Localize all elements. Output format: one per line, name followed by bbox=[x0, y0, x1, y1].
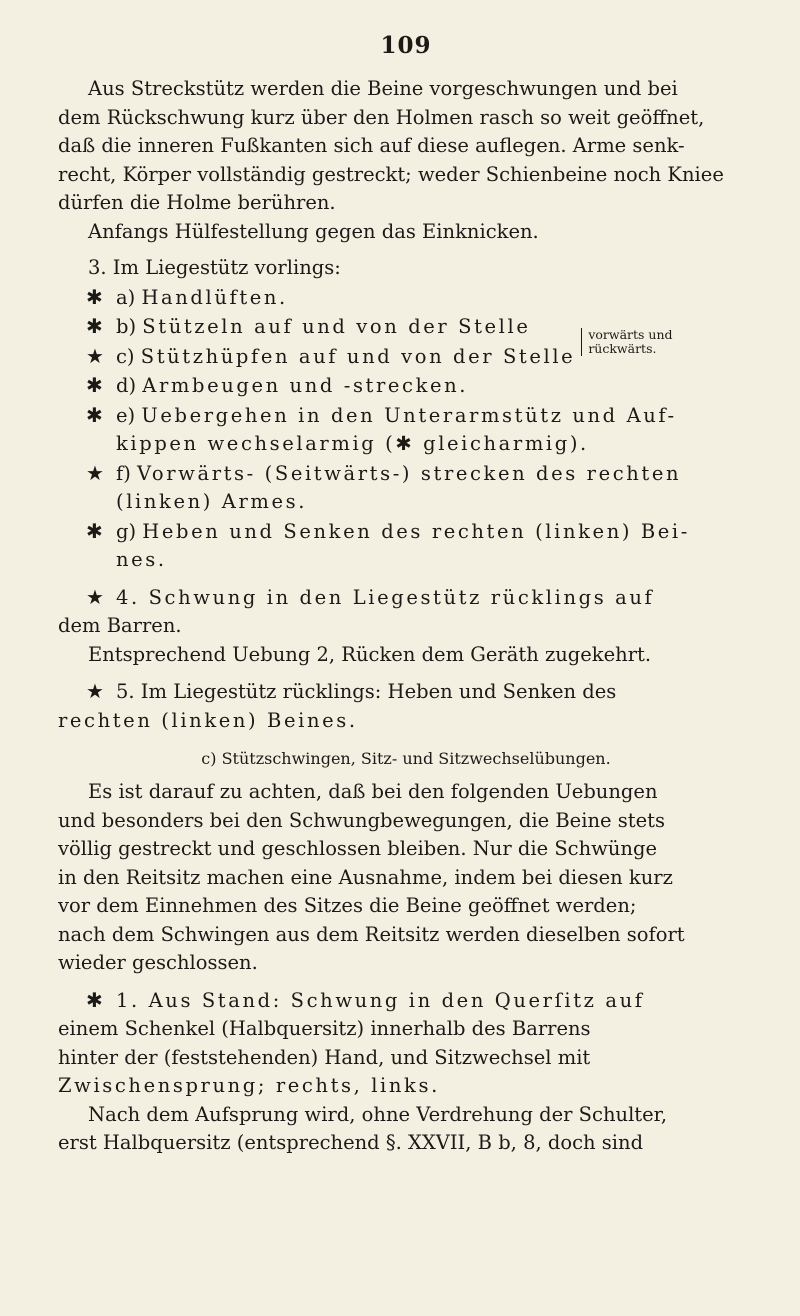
text-line: daß die inneren Fußkanten sich auf diese auflegen. Arme senk- bbox=[58, 134, 685, 157]
exercise-item-e: ✱ e) Uebergehen in den Unterarmstütz und Auf- bbox=[58, 401, 754, 431]
section-5: ★ 5. Im Liegestütz rücklings: Heben und Senken des rechten (linken) Beines. bbox=[58, 679, 617, 732]
exercise-item-b: ✱ b) Stützeln auf und von der Stelle bbox=[58, 312, 575, 342]
exercise-item-g: ✱ g) Heben und Senken des rechten (linken) Bei- bbox=[58, 517, 754, 547]
star-marker-icon: ★ bbox=[86, 343, 104, 368]
tick-marker-icon: ✱ bbox=[86, 518, 103, 543]
tick-marker-icon: ✱ bbox=[86, 314, 103, 338]
section-3-title: 3. Im Liegestütz vorlings: bbox=[88, 256, 341, 279]
text-line: dürfen die Holme berühren. bbox=[58, 191, 336, 214]
tick-marker-icon: ✱ bbox=[86, 987, 103, 1012]
exercise-items-b-c bbox=[58, 312, 754, 371]
star-marker-icon: ★ bbox=[86, 584, 104, 609]
star-marker-icon: ★ bbox=[86, 679, 104, 703]
section-4: ★ 4. Schwung in den Liegestütz rücklings auf dem Barren. Entsprechend Uebung 2, Rücken dem Geräth zugekehrt. bbox=[58, 584, 655, 666]
rules-paragraph: Es ist darauf zu achten, daß bei den folgenden Uebungen und besonders bei den Schwungbewegungen, die Beine stets völlig gestreckt und geschlossen bleiben. Nur die Schwünge in den Reitsitz machen eine Ausnahme, indem bei diesen kurz vor dem Einnehmen des Sitzes die Beine geöffnet werden; nach dem Schwingen aus dem Reitsitz werden dieselben sofort wieder geschlossen. bbox=[58, 780, 685, 974]
tick-marker-icon: ✱ bbox=[86, 373, 103, 397]
text-line: recht, Körper vollständig gestreckt; weder Schienbeine noch Kniee bbox=[58, 162, 724, 186]
exercise-item-d: ✱ d) Armbeugen und -strecken. bbox=[58, 371, 754, 401]
exercise-item-f-cont: (linken) Armes. bbox=[116, 490, 308, 513]
star-marker-icon: ★ bbox=[86, 460, 104, 485]
exercise-item-a: ✱ a) Handlüften. bbox=[58, 283, 754, 313]
text-line: Anfangs Hülfestellung gegen das Einknicken. bbox=[88, 219, 539, 243]
text-line: dem Rückschwung kurz über den Holmen rasch so weit geöffnet, bbox=[58, 105, 705, 129]
subsection-heading: c) Stützschwingen, Sitz- und Sitzwechselübungen. bbox=[201, 749, 611, 768]
section-1: ✱ 1. Aus Stand: Schwung in den Querſitz auf einem Schenkel (Halbquersitz) innerhalb des Barrens hinter der (feststehenden) Hand, und Sitzwechsel mit Zwischensprung; rechts, links. Nach dem Aufsprung wird, ohne Verdrehung der Schulter, erst Halbquersitz (entsprechend §. XXVII, B b, 8, doch sind bbox=[58, 987, 668, 1154]
page-number: 109 bbox=[380, 32, 432, 59]
tick-marker-icon: ✱ bbox=[86, 402, 103, 427]
exercise-item-c: ★ c) Stützhüpfen auf und von der Stelle bbox=[58, 342, 575, 372]
intro-paragraph bbox=[58, 75, 754, 246]
exercise-item-e-cont: kippen wechselarmig (✱ gleicharmig). bbox=[116, 432, 589, 455]
brace-side-note: vorwärts und rückwärts. bbox=[581, 328, 672, 356]
exercise-item-f: ★ f) Vorwärts- (Seitwärts-) strecken des rechten bbox=[58, 459, 754, 489]
exercise-item-g-cont: nes. bbox=[116, 548, 167, 571]
exercise-list bbox=[58, 283, 754, 575]
text-line: Aus Streckstütz werden die Beine vorgeschwungen und bei bbox=[88, 77, 678, 100]
tick-marker-icon: ✱ bbox=[86, 284, 103, 309]
